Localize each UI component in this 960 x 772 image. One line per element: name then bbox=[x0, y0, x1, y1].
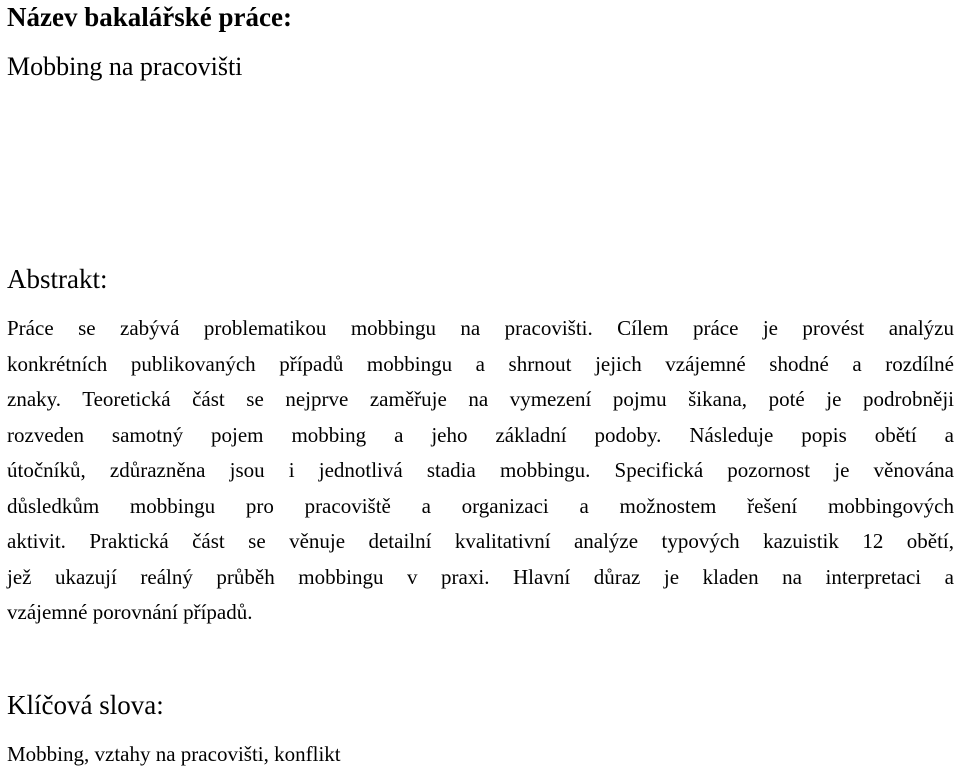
keywords-text: Mobbing, vztahy na pracovišti, konflikt bbox=[7, 742, 341, 766]
abstract-line: aktivit. Praktická část se věnuje detailní kvalitativní analýze typových kazuistik 12 obětí, bbox=[7, 529, 954, 553]
abstract-line: vzájemné porovnání případů. bbox=[7, 600, 253, 624]
keywords-heading: Klíčová slova: bbox=[7, 690, 164, 720]
abstract-line: jež ukazují reálný průběh mobbingu v praxi. Hlavní důraz je kladen na interpretaci a bbox=[7, 564, 954, 589]
thesis-title: Mobbing na pracovišti bbox=[7, 52, 243, 81]
abstract-line: konkrétních publikovaných případů mobbingu a shrnout jejich vzájemné shodné a rozdílné bbox=[7, 351, 954, 376]
abstract-line: útočníků, zdůrazněna jsou i jednotlivá stadia mobbingu. Specifická pozornost je věnována bbox=[7, 458, 954, 482]
abstract-line: rozveden samotný pojem mobbing a jeho základní podoby. Následuje popis obětí a bbox=[7, 422, 954, 447]
abstract-text bbox=[7, 311, 954, 631]
abstract-line: znaky. Teoretická část se nejprve zaměřuje na vymezení pojmu šikana, poté je podrobněji bbox=[7, 387, 954, 411]
abstract-line: Práce se zabývá problematikou mobbingu na pracovišti. Cílem práce je provést analýzu bbox=[7, 316, 954, 340]
abstract-heading: Abstrakt: bbox=[7, 264, 108, 294]
abstract-line: důsledkům mobbingu pro pracoviště a organizaci a možnostem řešení mobbingových bbox=[7, 493, 954, 518]
thesis-title-heading: Název bakalářské práce: bbox=[7, 2, 292, 32]
